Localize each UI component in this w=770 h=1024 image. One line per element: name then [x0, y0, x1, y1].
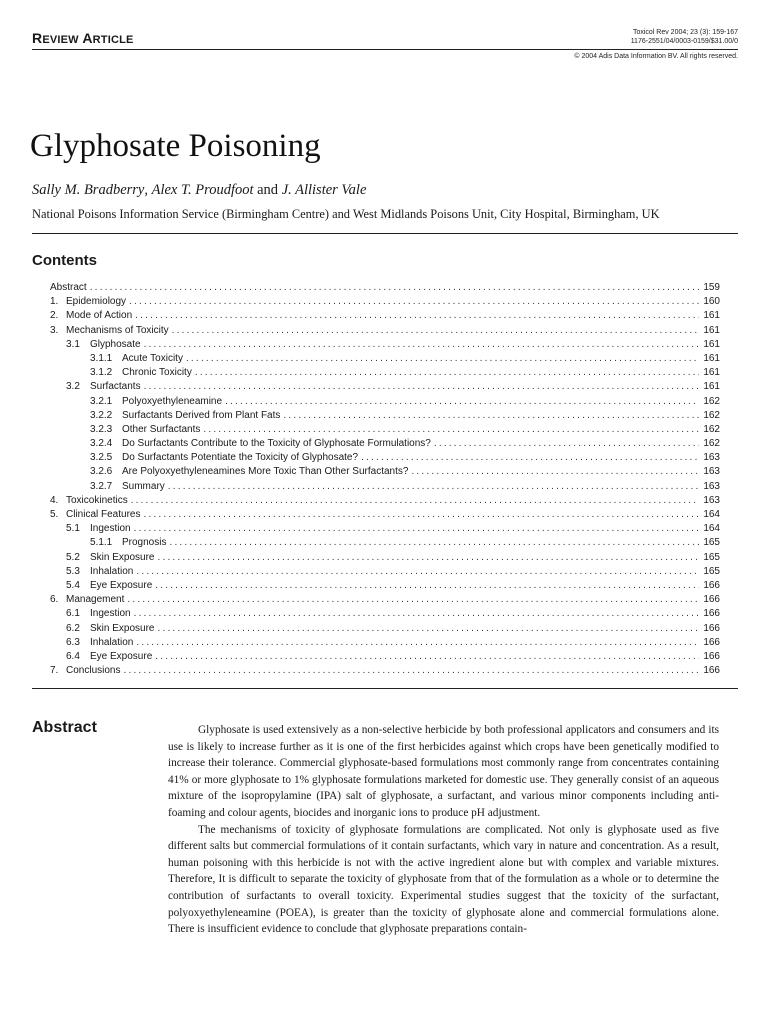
- toc-entry[interactable]: [50, 295, 720, 309]
- toc-entry[interactable]: [50, 664, 720, 678]
- section-label-eview: EVIEW: [42, 34, 79, 46]
- toc-entry-page: 165: [703, 537, 720, 549]
- toc-entry-label: Acute Toxicity: [122, 352, 183, 364]
- toc-entry-number: 5.1: [66, 523, 80, 535]
- toc-leader-dots: [361, 451, 699, 465]
- toc-leader-dots: [157, 551, 699, 565]
- toc-entry-label: Ingestion: [90, 523, 131, 535]
- section-label: [32, 30, 134, 46]
- copyright-notice: © 2004 Adis Data Information BV. All rights reserved.: [574, 53, 738, 60]
- table-of-contents: [50, 281, 720, 678]
- toc-entry-number: 6.1: [66, 608, 80, 620]
- toc-entry[interactable]: [50, 494, 720, 508]
- toc-entry[interactable]: [50, 465, 720, 479]
- contents-rule: [32, 688, 738, 689]
- toc-entry-page: 162: [703, 395, 720, 407]
- toc-entry[interactable]: [50, 607, 720, 621]
- toc-entry-number: 3.: [50, 324, 59, 336]
- toc-leader-dots: [168, 480, 699, 494]
- toc-entry-number: 5.2: [66, 551, 80, 563]
- toc-leader-dots: [155, 579, 699, 593]
- toc-entry-page: 165: [703, 551, 720, 563]
- toc-entry-label: Epidemiology: [66, 296, 127, 308]
- toc-entry[interactable]: [50, 352, 720, 366]
- toc-entry-number: 3.2.7: [90, 480, 113, 492]
- toc-entry-number: 3.2.1: [90, 395, 113, 407]
- toc-entry-number: 3.2.6: [90, 466, 113, 478]
- toc-entry-number: 6.2: [66, 622, 80, 634]
- author-list: [32, 182, 366, 199]
- toc-entry[interactable]: [50, 451, 720, 465]
- section-label-r: R: [32, 30, 43, 46]
- contents-heading: Contents: [32, 252, 97, 269]
- toc-leader-dots: [134, 607, 699, 621]
- toc-entry-label: Mode of Action: [66, 310, 133, 322]
- toc-entry-label: Are Polyoxyethyleneamines More Toxic Than Other Surfactants?: [122, 466, 409, 478]
- toc-entry-label: Other Surfactants: [122, 423, 201, 435]
- toc-entry-number: 3.1.1: [90, 352, 113, 364]
- toc-entry-number: 3.1: [66, 338, 80, 350]
- toc-entry-number: 3.1.2: [90, 367, 113, 379]
- abstract-body: [168, 722, 719, 938]
- toc-entry-page: 166: [703, 665, 720, 677]
- toc-entry-label: Eye Exposure: [90, 650, 153, 662]
- toc-leader-dots: [136, 636, 699, 650]
- toc-entry-page: 163: [703, 480, 720, 492]
- author-name: J. Allister Vale: [281, 182, 367, 198]
- toc-leader-dots: [134, 522, 699, 536]
- toc-entry[interactable]: [50, 324, 720, 338]
- toc-entry[interactable]: [50, 281, 720, 295]
- abstract-paragraph: The mechanisms of toxicity of glyphosate formulations are complicated. Not only is glyphosate used as five different salts but commercial formulations of it contain surfactants, which vary in nature and concentration. As a result, human poisoning with this herbicide is not with the active ingredient alone but with complex and variable mixtures. Therefore, It is difficult to separate the toxicity of glyphosate from that of the formulation as a whole or to determine the contribution of surfactants to overall toxicity. Experimental studies suggest that the toxicity of the surfactant, polyoxyethyleneamine (POEA), is greater than the toxicity of glyphosate alone and commercial formulations alone. There is insufficient evidence to conclude that glyphosate preparations contain-: [168, 823, 719, 936]
- toc-entry-page: 162: [703, 423, 720, 435]
- toc-entry-page: 163: [703, 452, 720, 464]
- toc-leader-dots: [131, 494, 699, 508]
- toc-entry-page: 166: [703, 608, 720, 620]
- toc-entry-label: Ingestion: [90, 608, 131, 620]
- toc-entry-number: 5.1.1: [90, 537, 113, 549]
- toc-entry-number: 6.3: [66, 636, 80, 648]
- toc-leader-dots: [144, 338, 699, 352]
- toc-entry-page: 161: [703, 352, 720, 364]
- toc-leader-dots: [123, 664, 699, 678]
- toc-leader-dots: [90, 281, 699, 295]
- toc-leader-dots: [172, 324, 699, 338]
- toc-entry-page: 162: [703, 438, 720, 450]
- toc-entry-label: Eye Exposure: [90, 579, 153, 591]
- toc-leader-dots: [157, 622, 699, 636]
- toc-entry[interactable]: [50, 338, 720, 352]
- article-title: Glyphosate Poisoning: [30, 128, 321, 164]
- toc-leader-dots: [225, 395, 699, 409]
- toc-entry[interactable]: [50, 636, 720, 650]
- toc-entry[interactable]: [50, 409, 720, 423]
- toc-entry-number: 3.2: [66, 381, 80, 393]
- toc-entry-number: 1.: [50, 296, 59, 308]
- toc-entry[interactable]: [50, 579, 720, 593]
- toc-leader-dots: [283, 409, 699, 423]
- toc-entry-label: Surfactants Derived from Plant Fats: [122, 409, 281, 421]
- toc-entry-label: Mechanisms of Toxicity: [66, 324, 169, 336]
- toc-entry-page: 163: [703, 466, 720, 478]
- toc-entry-label: Conclusions: [66, 665, 121, 677]
- toc-entry-number: 3.2.4: [90, 438, 113, 450]
- toc-leader-dots: [136, 565, 699, 579]
- toc-entry-label: Clinical Features: [66, 509, 141, 520]
- toc-entry-label: Abstract: [50, 282, 87, 293]
- toc-entry-label: Summary: [122, 480, 165, 492]
- toc-leader-dots: [143, 508, 699, 522]
- author-separator: and: [253, 182, 282, 198]
- author-name: Alex T. Proudfoot: [151, 182, 254, 198]
- toc-leader-dots: [195, 366, 699, 380]
- toc-entry-label: Prognosis: [122, 537, 167, 549]
- toc-entry-label: Surfactants: [90, 381, 141, 393]
- article-code: 1176-2551/04/0003-0159/$31.00/0: [630, 38, 738, 45]
- author-name: Sally M. Bradberry: [32, 182, 145, 198]
- toc-entry[interactable]: [50, 522, 720, 536]
- toc-entry-label: Management: [66, 594, 125, 606]
- toc-entry-page: 164: [703, 523, 720, 535]
- author-separator: ,: [144, 182, 152, 198]
- toc-entry-page: 166: [703, 579, 720, 591]
- abstract-paragraph: Glyphosate is used extensively as a non-selective herbicide by both professional applicators and consumers and its use is likely to increase further as it is one of the first herbicides against which crops have been genetically modified to increase their tolerance. Commercial glyphosate-based formulations most commonly range from concentrates containing 41% or more glyphosate to 1% glyphosate formulations marketed for domestic use. They generally consist of an aqueous mixture of the isopropylamine (IPA) salt of glyphosate, a surfactant, and various minor components including anti-foaming and colour agents, biocides and inorganic ions to produce pH adjustment.: [168, 724, 719, 819]
- journal-meta: [631, 28, 738, 46]
- toc-leader-dots: [411, 465, 699, 479]
- toc-entry-page: 164: [703, 509, 720, 520]
- toc-entry-page: 159: [703, 282, 720, 293]
- toc-entry-number: 5.3: [66, 565, 80, 577]
- toc-entry[interactable]: [50, 423, 720, 437]
- toc-entry-number: 4.: [50, 494, 59, 506]
- toc-entry[interactable]: [50, 551, 720, 565]
- toc-entry-page: 162: [703, 409, 720, 421]
- section-label-rticle: RTICLE: [92, 34, 134, 46]
- toc-leader-dots: [434, 437, 699, 451]
- toc-entry-page: 166: [703, 636, 720, 648]
- abstract-heading: Abstract: [32, 719, 97, 736]
- toc-entry-page: 166: [703, 622, 720, 634]
- toc-leader-dots: [203, 423, 699, 437]
- toc-entry-page: 161: [703, 381, 720, 393]
- toc-leader-dots: [135, 309, 699, 323]
- toc-leader-dots: [144, 380, 699, 394]
- toc-entry-number: 5.: [50, 509, 59, 520]
- toc-entry[interactable]: [50, 508, 720, 522]
- toc-leader-dots: [169, 536, 699, 550]
- author-affiliation: National Poisons Information Service (Birmingham Centre) and West Midlands Poisons Unit, City Hospital, Birmingham, UK: [32, 207, 660, 221]
- toc-entry-number: 5.4: [66, 579, 80, 591]
- toc-entry-number: 3.2.5: [90, 452, 113, 464]
- journal-citation: Toxicol Rev 2004; 23 (3): 159-167: [632, 29, 738, 36]
- toc-entry-page: 161: [703, 367, 720, 379]
- toc-entry-label: Polyoxyethyleneamine: [122, 395, 223, 407]
- header-rule: [32, 49, 738, 50]
- toc-entry[interactable]: [50, 650, 720, 664]
- toc-entry-label: Do Surfactants Potentiate the Toxicity of Glyphosate?: [122, 452, 359, 464]
- toc-leader-dots: [186, 352, 699, 366]
- toc-leader-dots: [155, 650, 699, 664]
- toc-entry-page: 166: [703, 650, 720, 662]
- toc-entry-page: 165: [703, 565, 720, 577]
- section-label-a: A: [82, 30, 93, 46]
- toc-entry-label: Inhalation: [90, 636, 134, 648]
- title-rule: [32, 233, 738, 234]
- toc-entry-number: 7.: [50, 665, 59, 677]
- toc-entry-number: 3.2.3: [90, 423, 113, 435]
- toc-entry-label: Skin Exposure: [90, 551, 155, 563]
- toc-entry[interactable]: [50, 622, 720, 636]
- toc-entry[interactable]: [50, 366, 720, 380]
- toc-entry-label: Skin Exposure: [90, 622, 155, 634]
- toc-entry[interactable]: [50, 536, 720, 550]
- toc-entry-page: 161: [703, 324, 720, 336]
- toc-entry-page: 161: [703, 338, 720, 350]
- toc-entry-label: Chronic Toxicity: [122, 367, 192, 379]
- toc-entry-page: 163: [703, 494, 720, 506]
- toc-entry-number: 6.4: [66, 650, 80, 662]
- toc-entry[interactable]: [50, 380, 720, 394]
- toc-entry[interactable]: [50, 480, 720, 494]
- toc-entry[interactable]: [50, 395, 720, 409]
- toc-entry[interactable]: [50, 309, 720, 323]
- toc-entry-page: 166: [703, 594, 720, 606]
- toc-entry[interactable]: [50, 437, 720, 451]
- toc-entry-page: 160: [703, 296, 720, 308]
- toc-entry-label: Inhalation: [90, 565, 134, 577]
- toc-entry[interactable]: [50, 565, 720, 579]
- toc-entry-label: Do Surfactants Contribute to the Toxicity of Glyphosate Formulations?: [122, 438, 431, 450]
- toc-entry-number: 2.: [50, 310, 59, 322]
- toc-entry-number: 6.: [50, 594, 59, 606]
- toc-entry-page: 161: [703, 310, 720, 322]
- toc-leader-dots: [129, 295, 699, 309]
- toc-leader-dots: [127, 593, 699, 607]
- toc-entry-label: Toxicokinetics: [66, 494, 128, 506]
- toc-entry-number: 3.2.2: [90, 409, 113, 421]
- toc-entry-label: Glyphosate: [90, 338, 141, 350]
- toc-entry[interactable]: [50, 593, 720, 607]
